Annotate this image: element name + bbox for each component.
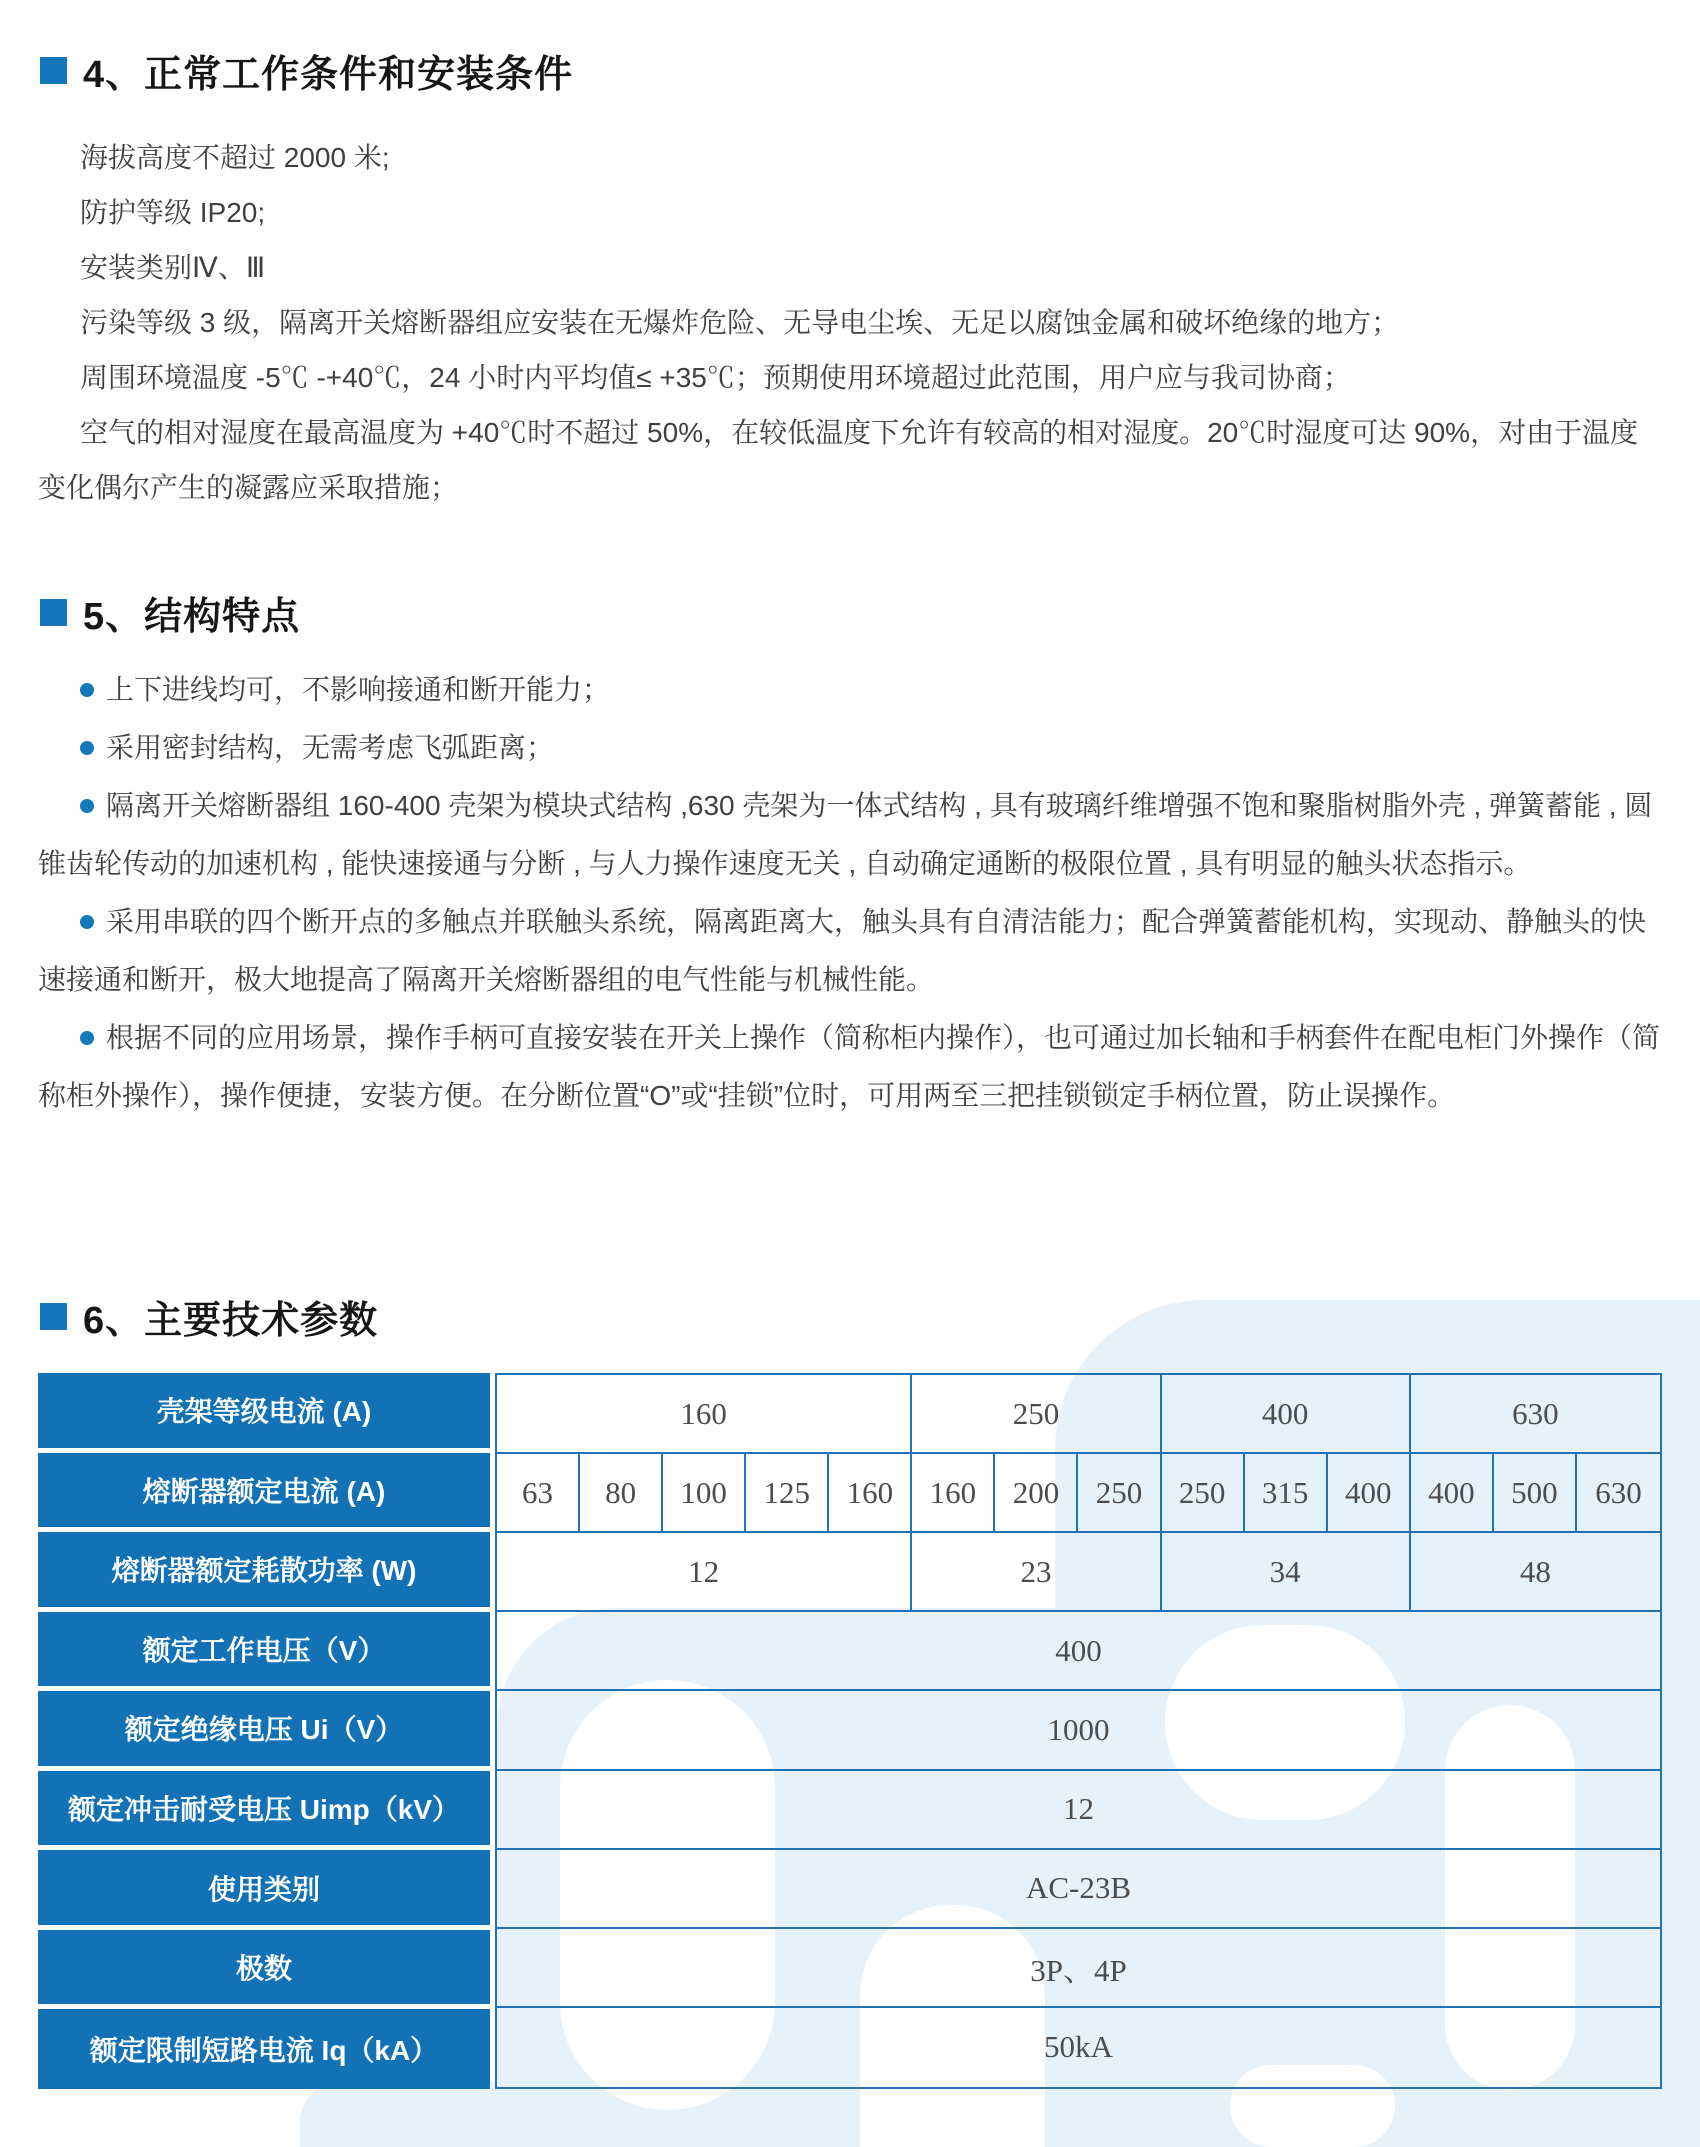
section-marker-square-icon	[40, 57, 67, 84]
table-label-cell: 额定限制短路电流 Iq（kA）	[38, 2009, 490, 2089]
fuse-current-cell: 400	[1411, 1454, 1494, 1533]
fuse-current-cell: 630	[1577, 1454, 1660, 1533]
bullet-item: 上下进线均可，不影响接通和断开能力；	[38, 661, 1662, 719]
power-cell: 34	[1162, 1533, 1411, 1612]
section-6-title: 6、主要技术参数	[83, 1299, 379, 1342]
section-5-body	[38, 661, 1662, 1125]
fuse-current-cell: 500	[1494, 1454, 1577, 1533]
paragraph: 安装类别Ⅳ、Ⅲ	[80, 252, 266, 283]
paragraph: 海拔高度不超过 2000 米;	[80, 142, 390, 173]
fuse-current-cell: 63	[497, 1454, 580, 1533]
section-5-header	[40, 590, 301, 638]
table-value-grid	[495, 1373, 1662, 2089]
table-label-cell: 额定工作电压（V）	[38, 1612, 490, 1692]
specs-table	[38, 1373, 1662, 2089]
impulse-voltage-cell: 12	[497, 1771, 1660, 1850]
poles-cell: 3P、4P	[497, 1929, 1660, 2008]
bullet-dot-icon	[80, 1031, 94, 1045]
frame-current-cell: 400	[1162, 1375, 1411, 1454]
fuse-current-cell: 200	[995, 1454, 1078, 1533]
section-marker-square-icon	[40, 1303, 67, 1330]
table-label-cell: 壳架等级电流 (A)	[38, 1373, 490, 1453]
power-cell: 23	[912, 1533, 1161, 1612]
power-cell: 12	[497, 1533, 912, 1612]
fuse-current-cell: 80	[580, 1454, 663, 1533]
bullet-item: 采用串联的四个断开点的多触点并联触头系统，隔离距离大，触头具有自清洁能力；配合弹簧蓄能机构，实现动、静触头的快速接通和断开，极大地提高了隔离开关熔断器组的电气性能与机械性能。	[38, 906, 1647, 995]
section-4-title: 4、正常工作条件和安装条件	[83, 53, 574, 96]
section-marker-square-icon	[40, 599, 67, 626]
section-4-header	[40, 48, 574, 96]
bullet-item: 根据不同的应用场景，操作手柄可直接安装在开关上操作（简称柜内操作），也可通过加长轴和手柄套件在配电柜门外操作（简称柜外操作），操作便捷，安装方便。在分断位置“O”或“挂锁”位时，可用两至三把挂锁锁定手柄位置，防止误操作。	[38, 1022, 1661, 1111]
frame-current-cell: 250	[912, 1375, 1161, 1454]
fuse-current-cell: 125	[746, 1454, 829, 1533]
fuse-current-cell: 250	[1162, 1454, 1245, 1533]
section-4-body	[38, 130, 1662, 515]
frame-current-cell: 630	[1411, 1375, 1660, 1454]
paragraph: 周围环境温度 -5℃ -+40℃，24 小时内平均值≤ +35℃；预期使用环境超过此范围，用户应与我司协商；	[80, 362, 1351, 393]
bullet-dot-icon	[80, 741, 94, 755]
utilization-category-cell: AC-23B	[497, 1850, 1660, 1929]
fuse-current-cell: 250	[1078, 1454, 1161, 1533]
paragraph: 空气的相对湿度在最高温度为 +40℃时不超过 50%，在较低温度下允许有较高的相对湿度。20℃时湿度可达 90%，对由于温度变化偶尔产生的凝露应采取措施；	[38, 417, 1639, 503]
section-5-title: 5、结构特点	[83, 595, 301, 638]
bullet-dot-icon	[80, 915, 94, 929]
fuse-current-cell: 100	[663, 1454, 746, 1533]
fuse-current-cell: 315	[1245, 1454, 1328, 1533]
table-label-column	[38, 1373, 490, 2089]
bullet-item: 隔离开关熔断器组 160-400 壳架为模块式结构 ,630 壳架为一体式结构 , 具有玻璃纤维增强不饱和聚脂树脂外壳 , 弹簧蓄能 , 圆锥齿轮传动的加速机构 , 能快速接通与分断 , 与人力操作速度无关 , 自动确定通断的极限位置 , 具有明显的触头状态指示。	[38, 790, 1653, 879]
table-label-cell: 熔断器额定电流 (A)	[38, 1453, 490, 1533]
insulation-voltage-cell: 1000	[497, 1691, 1660, 1770]
power-cell: 48	[1411, 1533, 1660, 1612]
fuse-current-cell: 160	[912, 1454, 995, 1533]
table-label-cell: 额定冲击耐受电压 Uimp（kV）	[38, 1771, 490, 1851]
table-label-cell: 熔断器额定耗散功率 (W)	[38, 1532, 490, 1612]
section-6-header	[40, 1294, 379, 1342]
rated-voltage-cell: 400	[497, 1612, 1660, 1691]
table-label-cell: 极数	[38, 1930, 490, 2010]
bullet-item: 采用密封结构，无需考虑飞弧距离；	[38, 719, 1662, 777]
table-label-cell: 额定绝缘电压 Ui（V）	[38, 1691, 490, 1771]
paragraph: 污染等级 3 级，隔离开关熔断器组应安装在无爆炸危险、无导电尘埃、无足以腐蚀金属和破坏绝缘的地方；	[80, 307, 1400, 338]
frame-current-cell: 160	[497, 1375, 912, 1454]
fuse-current-cell: 160	[829, 1454, 912, 1533]
fuse-current-cell: 400	[1328, 1454, 1411, 1533]
short-circuit-current-cell: 50kA	[1044, 2029, 1113, 2065]
table-label-cell: 使用类别	[38, 1850, 490, 1930]
bullet-dot-icon	[80, 799, 94, 813]
bullet-dot-icon	[80, 683, 94, 697]
paragraph: 防护等级 IP20;	[80, 197, 266, 228]
